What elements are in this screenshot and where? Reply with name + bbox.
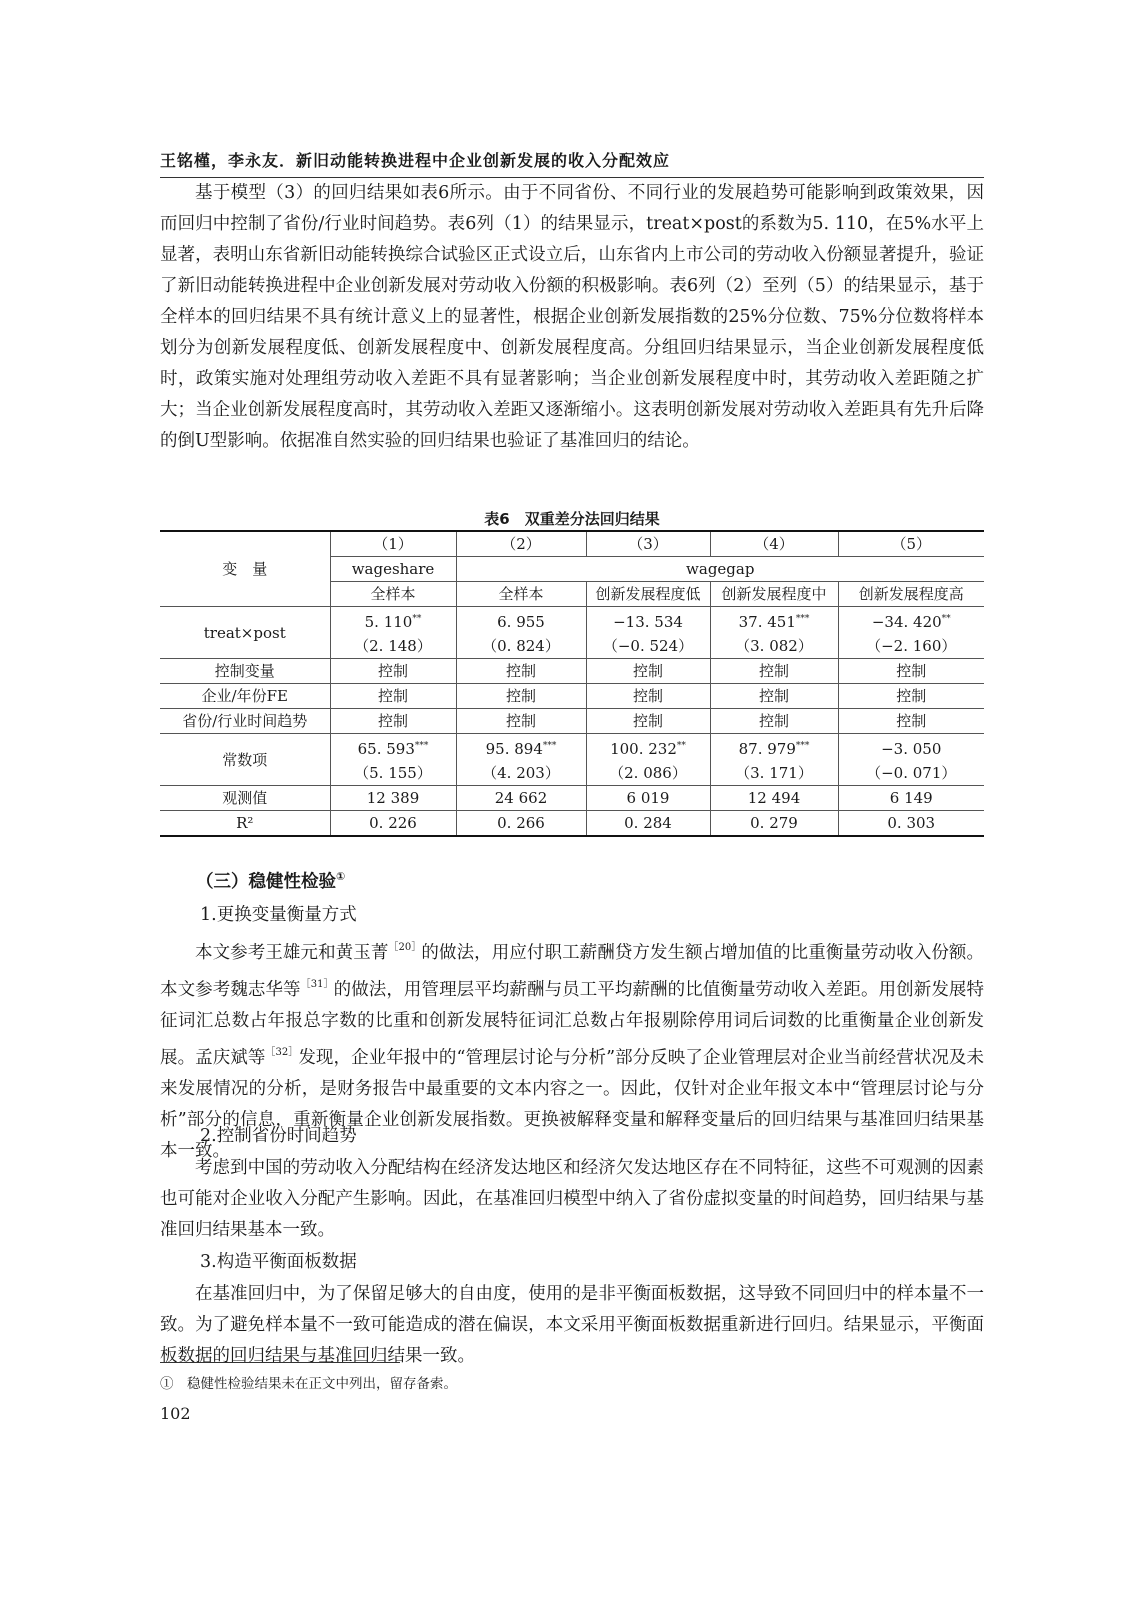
sample-label: 创新发展程度高 <box>838 582 984 607</box>
coef-cell: −34. 420** （−2. 160） <box>838 607 984 659</box>
coef-cell: 87. 979*** （3. 171） <box>710 734 838 786</box>
coef-cell: 37. 451*** （3. 082） <box>710 607 838 659</box>
table-cell: 控制 <box>710 709 838 734</box>
table-cell: 控制 <box>586 684 710 709</box>
coef-cell: −3. 050 （−0. 071） <box>838 734 984 786</box>
col-number: （3） <box>586 531 710 557</box>
table-cell: 控制 <box>330 709 456 734</box>
table-cell: 12 389 <box>330 786 456 811</box>
subheading-2: 2.控制省份时间趋势 <box>200 1126 357 1146</box>
table-cell: 控制 <box>456 709 586 734</box>
regression-table <box>160 530 984 837</box>
citation-ref: ［32］ <box>265 1047 299 1058</box>
coef-cell: 95. 894*** （4. 203） <box>456 734 586 786</box>
paragraph-variable-measures: 本文参考王雄元和黄玉菁$^{[20]}$的做法，用应付职工薪酬贷方发生额占增加值的比重衡量劳动收入份额。本文参考魏志华等$^{[31]}$的做法，用管理层平均薪酬与员工平均薪酬的比值衡量劳动收入差距。用创新发展特征词汇总数占年报总字数的比重和创新发展特征词汇总数占年报剔除停用词后词数的比重衡量企业创新发展。孟庆斌等$^{[32]}$发现，企业年报中的“管理层讨论与分析”部分反映了企业管理层对企业当前经营状况及未来发展情况的分析，是财务报告中最重要的文本内容之一。因此，仅针对企业年报文本中“管理层讨论与分析”部分的信息，重新衡量企业创新发展指数。更换被解释变量和解释变量后的回归结果与基准回归结果基本一致。 <box>160 942 984 1161</box>
table-caption: 表6 双重差分法回归结果 <box>484 510 660 528</box>
paragraph-balanced-panel: 在基准回归中，为了保留足够大的自由度，使用的是非平衡面板数据，这导致不同回归中的样本量不一致。为了避免样本量不一致可能造成的潜在偏误，本文采用平衡面板数据重新进行回归。结果显示，平衡面板数据的回归结果与基准回归结果一致。 <box>160 1284 984 1366</box>
table-cell: 控制 <box>586 709 710 734</box>
table-cell: 0. 226 <box>330 811 456 837</box>
table-cell: 12 494 <box>710 786 838 811</box>
dep-var-wagegap: wagegap <box>456 557 984 582</box>
col-number: （1） <box>330 531 456 557</box>
table-cell: 0. 303 <box>838 811 984 837</box>
row-label: R² <box>160 811 330 837</box>
row-label: 省份/行业时间趋势 <box>160 709 330 734</box>
row-label: 控制变量 <box>160 659 330 684</box>
page-number: 102 <box>160 1404 191 1423</box>
col-number: （2） <box>456 531 586 557</box>
table-cell: 控制 <box>710 659 838 684</box>
table-row <box>160 709 984 734</box>
coef-cell: 65. 593*** （5. 155） <box>330 734 456 786</box>
table-row <box>160 684 984 709</box>
table-row <box>160 786 984 811</box>
table-row <box>160 734 984 786</box>
coef-cell: 6. 955 （0. 824） <box>456 607 586 659</box>
col-number: （5） <box>838 531 984 557</box>
subheading-3: 3.构造平衡面板数据 <box>200 1252 357 1272</box>
row-label: 观测值 <box>160 786 330 811</box>
table-cell: 控制 <box>456 684 586 709</box>
table-cell: 控制 <box>330 684 456 709</box>
table-cell: 0. 266 <box>456 811 586 837</box>
paragraph-province-trend: 考虑到中国的劳动收入分配结构在经济发达地区和经济欠发达地区存在不同特征，这些不可观测的因素也可能对企业收入分配产生影响。因此，在基准回归模型中纳入了省份虚拟变量的时间趋势，回归结果与基准回归结果基本一致。 <box>160 1158 984 1240</box>
table-cell: 控制 <box>330 659 456 684</box>
table-row <box>160 811 984 837</box>
table-cell: 0. 279 <box>710 811 838 837</box>
subheading-1: 1.更换变量衡量方式 <box>200 905 357 925</box>
table-cell: 控制 <box>838 659 984 684</box>
table-cell: 控制 <box>838 709 984 734</box>
variable-header: 变 量 <box>160 531 330 607</box>
table-row <box>160 659 984 684</box>
sample-label: 全样本 <box>330 582 456 607</box>
footnote-rule <box>160 1362 400 1363</box>
table-cell: 24 662 <box>456 786 586 811</box>
table-cell: 控制 <box>838 684 984 709</box>
sample-label: 创新发展程度低 <box>586 582 710 607</box>
section-heading: （三）稳健性检验① <box>196 870 346 892</box>
running-head: 王铭槿，李永友．新旧动能转换进程中企业创新发展的收入分配效应 <box>160 148 984 178</box>
paragraph-results: 基于模型（3）的回归结果如表6所示。由于不同省份、不同行业的发展趋势可能影响到政策效果，因而回归中控制了省份/行业时间趋势。表6列（1）的结果显示，treat×post的系数为5. 110，在5%水平上显著，表明山东省新旧动能转换综合试验区正式设立后，山东省内上市公司的劳动收入份额显著提升，验证了新旧动能转换进程中企业创新发展对劳动收入份额的积极影响。表6列（2）至列（5）的结果显示，基于全样本的回归结果不具有统计意义上的显著性，根据企业创新发展指数的25%分位数、75%分位数将样本划分为创新发展程度低、创新发展程度中、创新发展程度高。分组回归结果显示，当企业创新发展程度低时，政策实施对处理组劳动收入差距不具有显著影响；当企业创新发展程度中时，其劳动收入差距随之扩大；当企业创新发展程度高时，其劳动收入差距又逐渐缩小。这表明创新发展对劳动收入差距具有先升后降的倒U型影响。依据准自然实验的回归结果也验证了基准回归的结论。 <box>160 183 984 451</box>
table-cell: 6 019 <box>586 786 710 811</box>
table-cell: 0. 284 <box>586 811 710 837</box>
dep-var-wageshare: wageshare <box>330 557 456 582</box>
sample-label: 全样本 <box>456 582 586 607</box>
sample-label: 创新发展程度中 <box>710 582 838 607</box>
footnote: ① 稳健性检验结果未在正文中列出，留存备索。 <box>160 1376 457 1392</box>
table-row <box>160 607 984 659</box>
coef-cell: 100. 232** （2. 086） <box>586 734 710 786</box>
table-cell: 控制 <box>710 684 838 709</box>
citation-ref: ［20］ <box>388 942 422 953</box>
table-cell: 控制 <box>586 659 710 684</box>
row-label: 企业/年份FE <box>160 684 330 709</box>
coef-cell: −13. 534 （−0. 524） <box>586 607 710 659</box>
col-number: （4） <box>710 531 838 557</box>
table-cell: 控制 <box>456 659 586 684</box>
footnote-marker: ① <box>336 870 346 883</box>
row-label: 常数项 <box>160 734 330 786</box>
row-label: treat×post <box>160 607 330 659</box>
coef-cell: 5. 110** （2. 148） <box>330 607 456 659</box>
citation-ref: ［31］ <box>300 979 334 990</box>
table-cell: 6 149 <box>838 786 984 811</box>
